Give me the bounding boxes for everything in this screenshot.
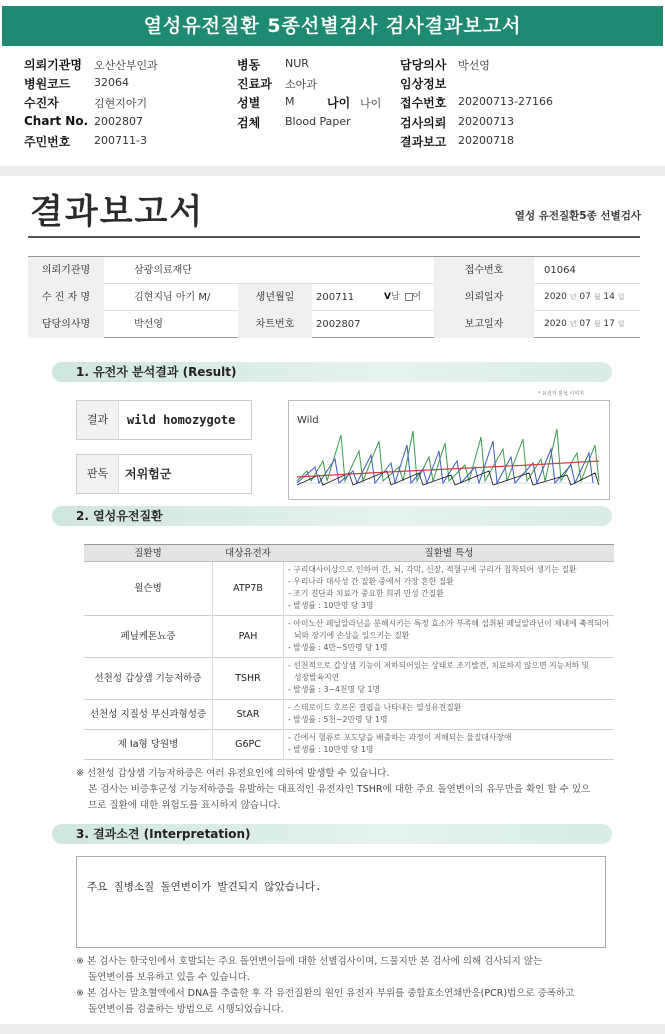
label-age: 나이: [327, 96, 351, 110]
h-institution: 의뢰기관명: [28, 257, 104, 284]
disease-row-pku: [84, 616, 614, 658]
h-request-date: 의뢰일자: [434, 284, 534, 311]
section-disease-header: 2. 열성유전질환: [52, 506, 612, 526]
interpretation-box: [76, 856, 606, 948]
req-year: 2020: [544, 292, 567, 302]
value-chart-no: 2002807: [94, 115, 143, 128]
disease-gene: PAH: [212, 616, 284, 658]
value-doctor: 박선영: [458, 59, 490, 72]
chart-note: * 유전자 분석 이미지: [538, 391, 584, 397]
feature-line: - 발생률 : 5천~2만명 당 1명: [288, 715, 388, 724]
feature-line: - 발생률 : 3~4천명 당 1명: [288, 685, 380, 694]
note-line: 본 검사는 비증후군성 기능저하증을 유발하는 대표적인 유전자인 TSHR에 대한 주요 돌연변이의 유무만을 확인 할 수 있으: [88, 784, 591, 795]
feature-line: - 발생률 : 10만명 당 3명: [288, 601, 374, 610]
value-specimen: Blood Paper: [285, 115, 351, 128]
note-line: ※ 선천성 갑상샘 기능저하증은 여러 유전요인에 의하여 발생할 수 있습니다.: [76, 768, 390, 779]
th-gene: 대상유전자: [212, 544, 284, 562]
value-receipt-no: 20200713-27166: [458, 95, 553, 108]
feature-line: - 간에서 혈류로 포도당을 배출하는 과정이 저해되는 물질대사장애: [288, 733, 512, 742]
note-line: ※ 본 검사는 한국인에서 호발되는 주요 돌연변이들에 대한 선별검사이며, 드물지만 본 검사에 의해 검사되지 않는: [76, 956, 543, 967]
disease-gene: StAR: [212, 700, 284, 730]
value-resident-no: 200711-3: [94, 134, 147, 147]
rep-month: 07: [579, 319, 591, 329]
v-patient: 김현지님 아기 M/: [134, 292, 211, 303]
title-divider: [28, 236, 640, 238]
value-age: 나이: [360, 97, 382, 110]
label-receipt-no: 접수번호: [400, 96, 447, 110]
disease-gene: ATP7B: [212, 562, 284, 616]
label-department: 진료과: [237, 77, 272, 91]
title-bar: [0, 0, 665, 48]
interpretation-text: 주요 질병소질 돌연변이가 발견되지 않았습니다.: [87, 881, 322, 893]
value-patient: 김현지아기: [94, 97, 148, 110]
value-report-date: 20200718: [458, 134, 514, 147]
feature-line: - 발생률 : 10만명 당 1명: [288, 745, 374, 754]
judge-label: 판독: [77, 455, 119, 493]
req-d: 일: [617, 293, 625, 301]
note-thyroid: [76, 766, 636, 814]
section-result-header: 1. 유전자 분석결과 (Result): [52, 362, 612, 382]
value-institution: 오산산부인과: [94, 59, 158, 72]
disease-row-g6pc: [84, 730, 614, 760]
label-sex: 성별: [237, 96, 261, 110]
label-chart-no: Chart No.: [24, 114, 89, 128]
label-hospital-code: 병원코드: [24, 77, 71, 91]
judge-value: 저위험군: [125, 467, 172, 481]
result-value: wild homozygote: [127, 413, 236, 427]
sex-male-label: 남: [390, 292, 400, 302]
note-line: 돌연변이를 보유하고 있을 수 있습니다.: [88, 972, 250, 983]
label-request-date: 검사의뢰: [400, 116, 447, 130]
disease-features: [284, 564, 614, 612]
chart-label: Wild: [297, 415, 319, 426]
rep-m: 월: [593, 320, 601, 328]
label-institution: 의뢰기관명: [24, 58, 82, 72]
v-birth: 200711: [316, 292, 355, 303]
label-doctor: 담당의사: [400, 58, 447, 72]
patient-row-2: [28, 284, 640, 311]
label-resident-no: 주민번호: [24, 135, 71, 149]
v-report-date: [536, 311, 640, 338]
sex-female-box: [405, 293, 413, 301]
feature-line: - 조기 진단과 치료가 중요한 희귀 만성 간질환: [288, 589, 444, 598]
feature-line: - 스테로이드 호르몬 결핍을 나타내는 열성유전질환: [288, 703, 462, 712]
label-specimen: 검체: [237, 116, 261, 130]
h-birth: 생년월일: [238, 284, 312, 311]
v-institution: 삼광의료재단: [134, 265, 192, 276]
feature-line: - 발생률 : 4만~5만명 당 1명: [288, 643, 388, 652]
req-m: 월: [593, 293, 601, 301]
result-label: 결과: [77, 401, 119, 439]
disease-features: [284, 732, 614, 756]
v-request-date: [536, 284, 640, 311]
patient-row-1: [28, 257, 640, 284]
note-line: ※ 본 검사는 말초혈액에서 DNA를 추출한 후 각 유전질환의 원인 유전자 부위를 중합효소연쇄반응(PCR)법으로 증폭하고: [76, 988, 575, 999]
disease-name: 선천성 갑상샘 기능저하증: [94, 673, 202, 684]
value-ward: NUR: [285, 57, 309, 70]
result-box: [76, 400, 252, 440]
disease-features: [284, 702, 614, 726]
rep-y: 년: [569, 320, 577, 328]
feature-line: - 선천적으로 갑상샘 기능이 저하되어있는 상태로 조기발견, 치료하지 않으면 지능저하 및: [288, 661, 590, 670]
patient-row-3: [28, 311, 640, 338]
electropherogram: [288, 400, 610, 500]
judge-box: [76, 454, 252, 494]
h-chart: 차트번호: [238, 311, 312, 338]
disease-features: [284, 618, 614, 654]
disease-name: 페닐케톤뇨증: [120, 631, 176, 642]
note-line: 돌연변이를 검출하는 방법으로 시행되었습니다.: [88, 1004, 284, 1015]
feature-line: - 아미노산 페닐알라닌을 분해시키는 특정 효소가 부족해 섭취된 페닐알라닌이 체내에 축적되어: [288, 619, 610, 628]
electropherogram-image: [289, 401, 609, 499]
report-subtitle: 열성 유전질환5종 선별검사: [514, 210, 641, 222]
disease-row-star: [84, 700, 614, 730]
sex-female-label: 여: [412, 292, 422, 302]
rep-d: 일: [617, 320, 625, 328]
value-hospital-code: 32064: [94, 76, 129, 89]
disease-row-tshr: [84, 658, 614, 700]
rep-day: 17: [603, 319, 615, 329]
bottom-separator: [0, 1024, 665, 1034]
sex-male-check: V: [384, 292, 391, 302]
disease-name: 제 Ia형 당원병: [117, 739, 179, 750]
report-big-title: 결과보고서: [30, 192, 205, 232]
disease-gene: TSHR: [212, 658, 284, 700]
disease-features: [284, 660, 614, 696]
rep-year: 2020: [544, 319, 567, 329]
note-line: 므로 질환에 대한 위험도를 표시하지 않습니다.: [88, 800, 281, 811]
h-receipt: 접수번호: [434, 257, 534, 284]
feature-line: 뇌와 장기에 손상을 일으키는 질환: [294, 631, 410, 640]
patient-table: [28, 256, 640, 338]
feature-line: - 구리대사이상으로 인하여 간, 뇌, 각막, 신장, 적혈구에 구리가 침착되어 생기는 질환: [288, 565, 577, 574]
report-title: 열성유전질환 5종선별검사 검사결과보고서: [2, 6, 663, 46]
value-sex: M: [285, 95, 295, 108]
h-patient: 수 진 자 명: [28, 284, 104, 311]
separator: [0, 166, 665, 176]
req-y: 년: [569, 293, 577, 301]
disease-row-wilson: [84, 562, 614, 616]
v-doctor: 박선영: [134, 319, 163, 330]
req-day: 14: [603, 292, 615, 302]
disease-gene: G6PC: [212, 730, 284, 760]
h-doctor: 담당의사명: [28, 311, 104, 338]
header-info: [0, 48, 665, 166]
th-disease: 질환명: [84, 544, 212, 562]
report-panel: [0, 176, 665, 1024]
label-report-date: 결과보고: [400, 135, 447, 149]
h-report-date: 보고일자: [434, 311, 534, 338]
note-method: [76, 954, 646, 1018]
feature-line: - 우리나라 대사성 간 질환 중에서 가장 흔한 질환: [288, 577, 454, 586]
disease-name: 윌슨병: [134, 583, 162, 594]
value-department: 소아과: [285, 78, 317, 91]
feature-line: 성장발육지연: [294, 673, 340, 682]
section-interpretation-header: 3. 결과소견 (Interpretation): [52, 824, 612, 844]
disease-name: 선천성 지질성 부신과형성증: [89, 709, 207, 720]
label-clinical-info: 임상정보: [400, 77, 447, 91]
label-patient: 수진자: [24, 96, 59, 110]
value-request-date: 20200713: [458, 115, 514, 128]
label-ward: 병동: [237, 58, 261, 72]
req-month: 07: [579, 292, 591, 302]
v-chart: 2002807: [316, 319, 361, 330]
th-features: 질환별 특성: [284, 544, 614, 562]
v-receipt: 01064: [544, 265, 576, 276]
